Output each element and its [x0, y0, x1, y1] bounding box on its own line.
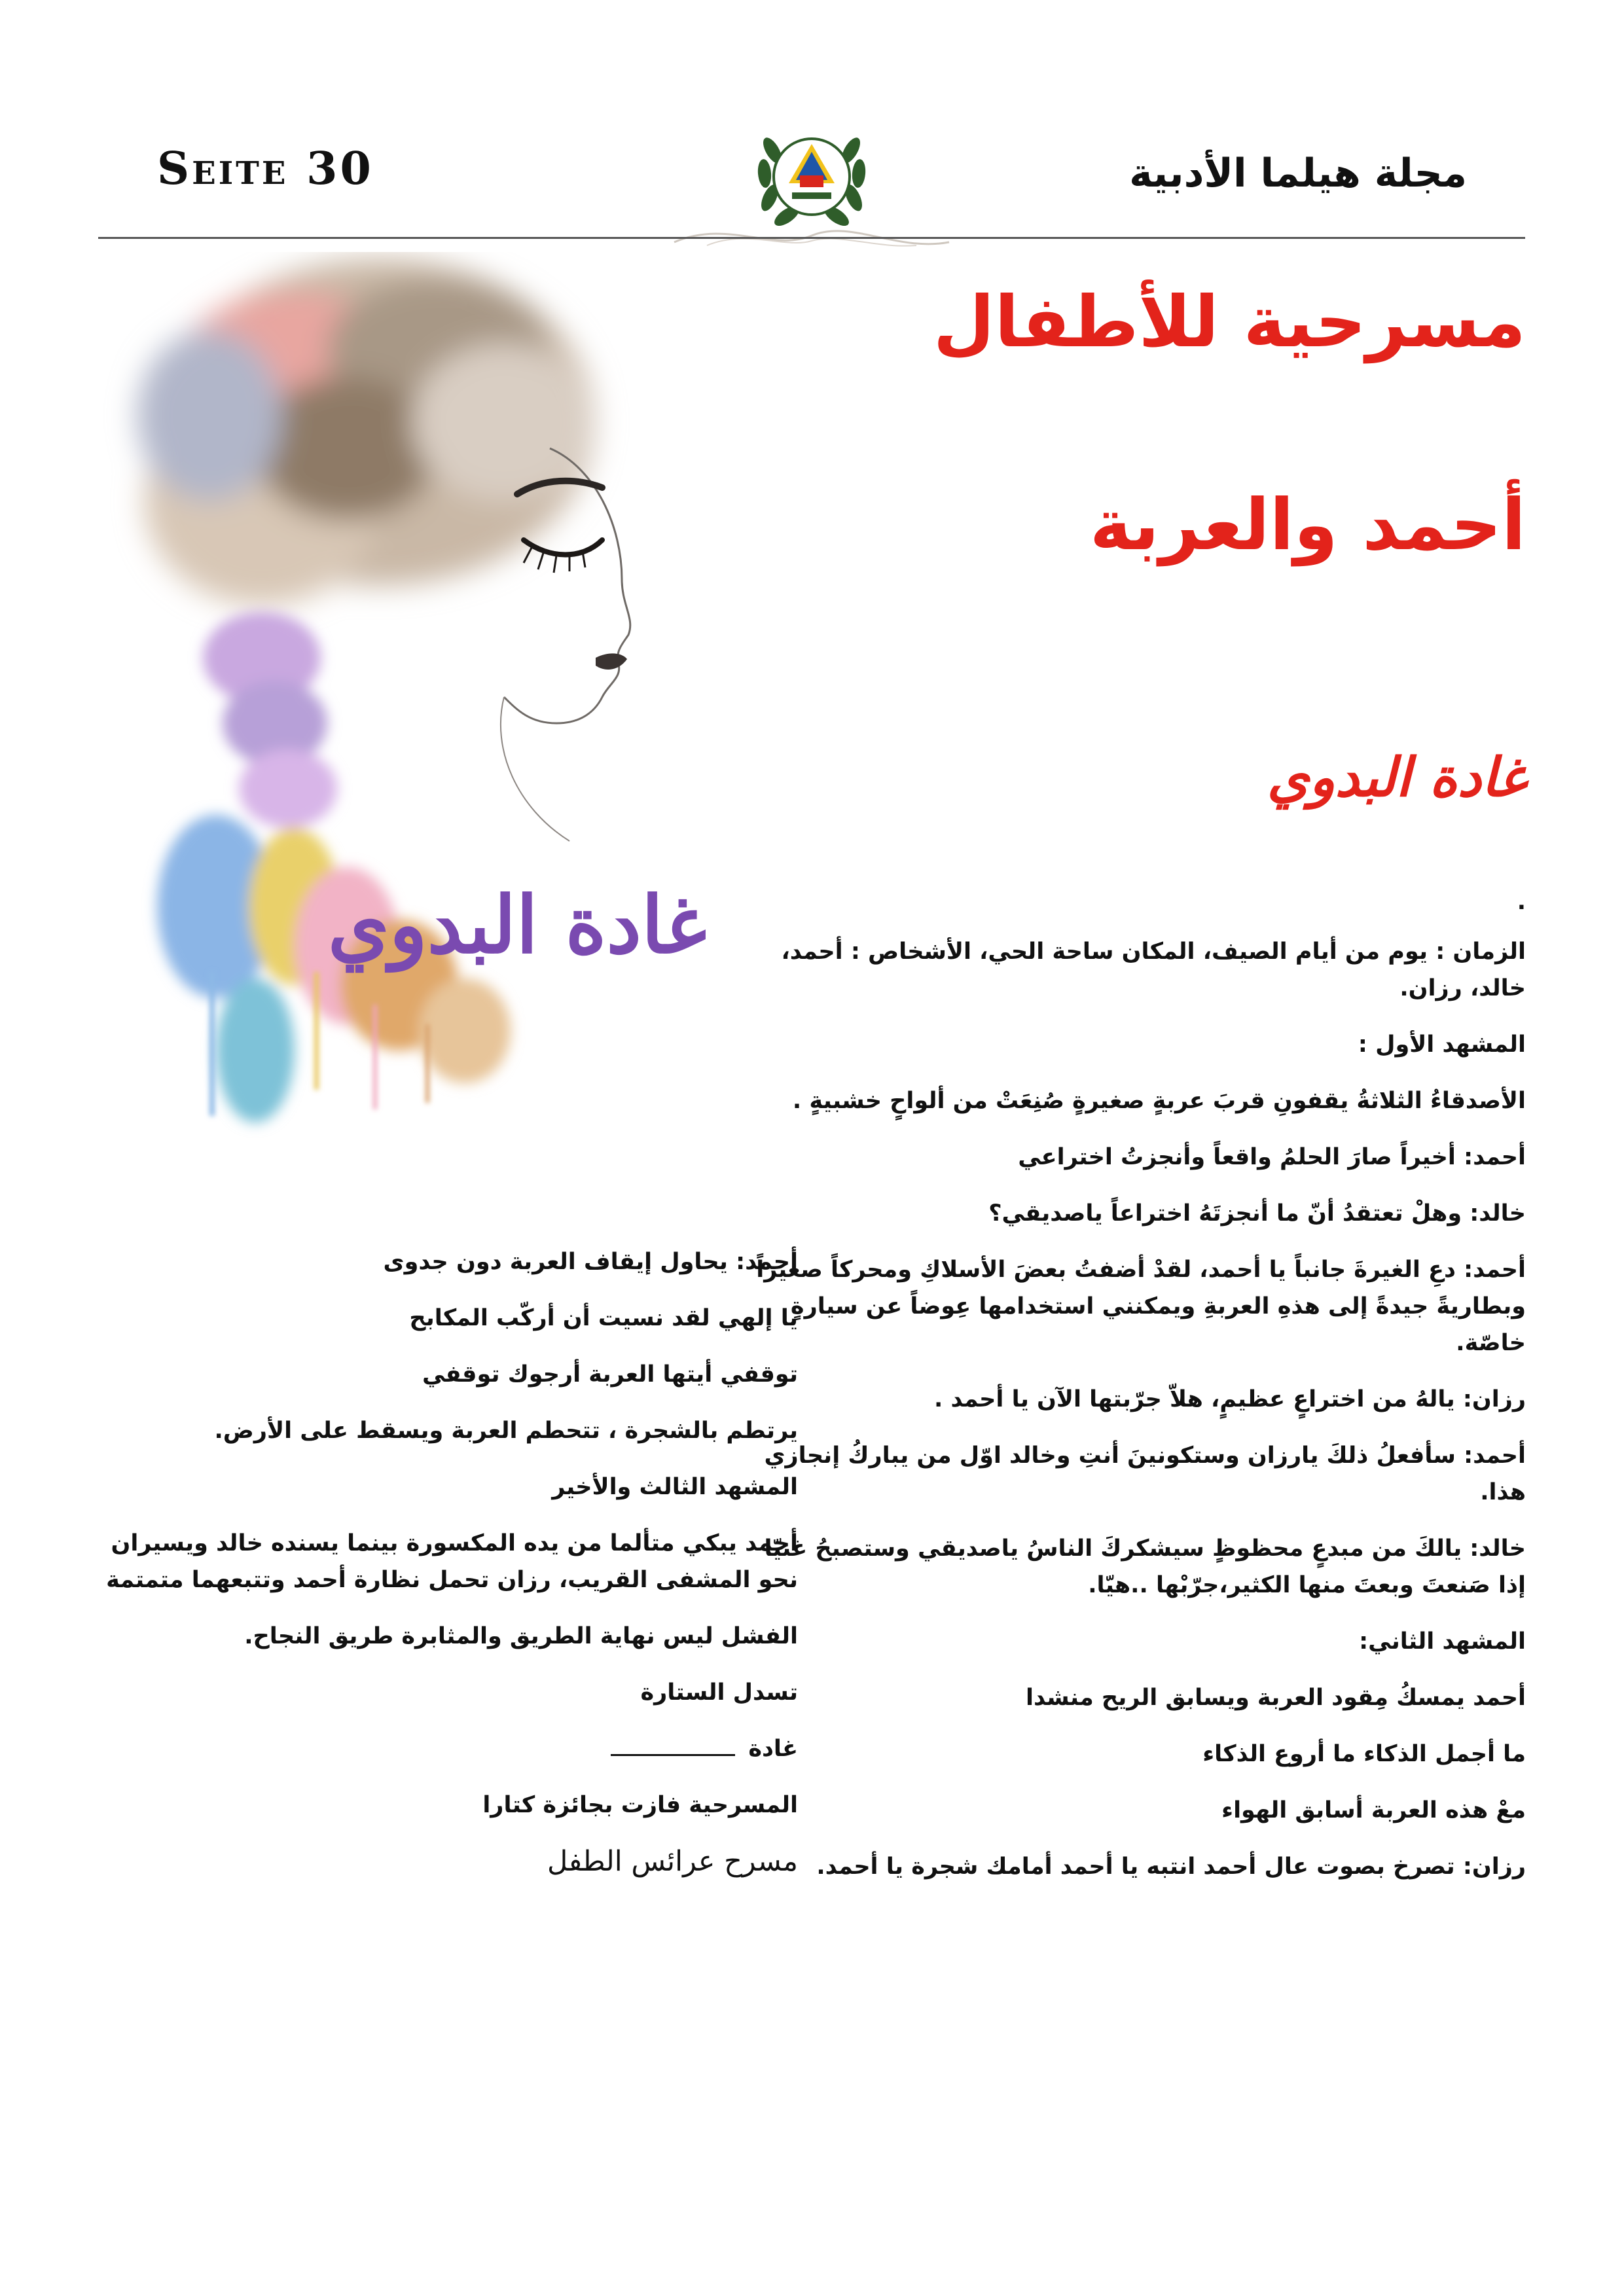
body-paragraph: أحمد: أخيراً صارَ الحلمُ واقعاً وأنجزتُ اختراعي [1018, 1144, 1526, 1170]
magazine-name: مجلة هيلما الأدبية [1129, 151, 1467, 196]
page-number: Seite 30 [157, 143, 374, 195]
body-paragraph: خالد: وهلْ تعتقدُ أنّ ما أنجزتَهُ اختراعاً ياصديقي؟ [988, 1200, 1526, 1227]
header-divider [98, 237, 1525, 239]
signature-line [611, 1754, 735, 1756]
body-paragraph: يا إلهي لقد نسيت أن أركّب المكابح [409, 1305, 798, 1331]
watercolor-portrait-image [98, 252, 818, 1188]
article-title-line-1: مسرحية للأطفال [933, 281, 1526, 363]
body-paragraph: . [1517, 889, 1526, 915]
body-paragraph: أحمد: يحاول إيقاف العربة دون جدوى [383, 1249, 798, 1275]
verse-line: ما أجمل الذكاء ما أروع الذكاء [1202, 1741, 1526, 1767]
body-paragraph: أحمد يمسكُ مِقود العربة ويسابق الريح منشدا [1025, 1685, 1526, 1711]
theatre-name: مسرح عرائس الطفل [547, 1845, 798, 1878]
body-paragraph: الفشل ليس نهاية الطريق والمثابرة طريق النجاح. [244, 1623, 798, 1649]
award-note: المسرحية فازت بجائزة كتارا [482, 1792, 798, 1818]
body-column-right [740, 884, 1526, 1905]
body-paragraph: أحمد يبكي متألما من يده المكسورة بينما يسنده خالد ويسيران نحو المشفى القريب، رزان تحمل نظارة أحمد وتتبعهما متمتمة [106, 1530, 798, 1593]
signature-name: غادة [748, 1736, 798, 1762]
body-paragraph: توقفي أيتها العربة أرجوك توقفي [422, 1361, 798, 1388]
scene-heading: المشهد الأول : [1358, 1031, 1526, 1058]
calligraphy-signature [328, 879, 706, 973]
scene-heading: المشهد الثاني: [1359, 1628, 1526, 1655]
body-paragraph: يرتطم بالشجرة ، تتحطم العربة ويسقط على الأرض. [214, 1418, 798, 1444]
header-ornament [668, 216, 956, 255]
curtain-line: تسدل الستارة [640, 1679, 798, 1706]
body-column-left [98, 1244, 798, 1899]
verse-line: معْ هذه العربة أسابق الهواء [1221, 1797, 1526, 1823]
body-paragraph: أحمد: سأفعلُ ذلكَ يارزان وستكونينَ أنتِ وخالد اوّل من يباركُ إنجازي هذا. [764, 1443, 1526, 1505]
article-author: غادة البدوي [1267, 746, 1526, 809]
article-title-line-2: أحمد والعربة [1089, 484, 1526, 566]
scene-heading: المشهد الثالث والأخير [552, 1474, 798, 1500]
body-paragraph: خالد: يالكَ من مبدعٍ محظوظٍ سيشكركَ الناسُ ياصديقي وستصبحُ غنيّا إذا صَنعتَ وبعتَ منها الكثير،جرّبْها ..هيّا. [764, 1535, 1526, 1598]
signature-block [98, 1731, 798, 1767]
body-paragraph: الأصدقاءُ الثلاثةُ يقفونِ قربَ عربةٍ صغيرةٍ صُنِعَتْ من ألواحٍ خشبيةٍ . [792, 1088, 1526, 1114]
body-paragraph: رزان: تصرخ بصوت عال أحمد انتبه يا أحمد أمامك شجرة يا أحمد. [816, 1854, 1526, 1880]
body-paragraph: أحمد: دعِ الغيرةَ جانباً يا أحمد، لقدْ أضفتُ بعضَ الأسلاكِ ومحركاً صغيراً وبطاريةً جيدةً إلى هذهِ العربةِ ويمكنني استخدامها عِوضاً عن سيارةٍ خاصّة. [756, 1257, 1526, 1356]
body-paragraph: رزان: يالهُ من اختراعٍ عظيمٍ، هلاّ جرّبتها الآن يا أحمد . [934, 1386, 1526, 1412]
body-paragraph: الزمان : يوم من أيام الصيف، المكان ساحة الحي، الأشخاص : أحمد، خالد، رزان. [781, 939, 1526, 1001]
svg-text:غادة البدوي: غادة البدوي [327, 879, 707, 971]
